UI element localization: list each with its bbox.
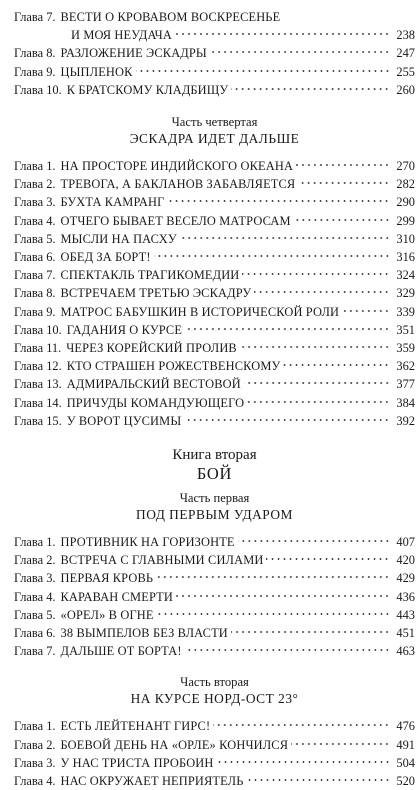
dot-leader — [254, 290, 390, 294]
chapter-title: КАРАВАН СМЕРТИ — [60, 589, 173, 604]
dot-leader — [244, 381, 390, 385]
page-number: 282 — [396, 177, 415, 192]
toc-entry[interactable] — [14, 642, 415, 660]
dot-leader — [240, 345, 390, 349]
dot-leader — [296, 163, 390, 167]
page-number: 351 — [396, 322, 415, 337]
page-number: 238 — [396, 28, 415, 43]
book-two-header — [14, 446, 415, 484]
chapter-title: ПРОТИВНИК НА ГОРИЗОНТЕ — [60, 535, 235, 550]
chapter-title: ВСТРЕЧА С ГЛАВНЫМИ СИЛАМИ — [60, 553, 264, 568]
chapter-label: Глава 6. — [14, 250, 56, 265]
dot-leader — [266, 557, 390, 561]
page-number: 260 — [396, 82, 415, 97]
page-number: 329 — [396, 286, 415, 301]
page-number: 339 — [396, 304, 415, 319]
part-title: ЭСКАДРА ИДЕТ ДАЛЬШЕ — [129, 131, 300, 147]
chapter-title: КТО СТРАШЕН РОЖЕСТВЕНСКОМУ — [66, 359, 281, 374]
chapter-label: Глава 7. — [14, 644, 56, 659]
chapter-label: Глава 9. — [14, 304, 56, 319]
dot-leader — [180, 236, 390, 240]
dot-leader — [176, 594, 390, 598]
dot-leader — [238, 539, 390, 543]
toc-list-part-four — [14, 157, 415, 430]
chapter-title: ДАЛЬШЕ ОТ БОРТА! — [60, 644, 182, 659]
part-two-header — [14, 674, 415, 708]
toc-entry[interactable] — [14, 212, 415, 230]
chapter-title: ОБЕД ЗА БОРТ! — [60, 250, 151, 265]
page-number: 362 — [396, 359, 415, 374]
toc-entry[interactable] — [14, 717, 415, 735]
page-number: 290 — [396, 195, 415, 210]
page-number: 255 — [396, 64, 415, 79]
toc-entry[interactable] — [14, 63, 415, 81]
chapter-title: АДМИРАЛЬСКИЙ ВЕСТОВОЙ — [66, 377, 241, 392]
part-label: Часть первая — [179, 491, 250, 506]
toc-entry[interactable] — [14, 551, 415, 569]
chapter-label: Глава 15. — [14, 413, 62, 428]
chapter-label: Глава 4. — [14, 589, 56, 604]
chapter-label: Глава 2. — [14, 553, 56, 568]
chapter-label: Глава 5. — [14, 231, 56, 246]
chapter-title: ОТЧЕГО БЫВАЕТ ВЕСЕЛО МАТРОСАМ — [60, 213, 291, 228]
chapter-label: Глава 3. — [14, 195, 56, 210]
chapter-title: ЦЫПЛЕНОК — [60, 64, 133, 79]
book-title: БОЙ — [196, 464, 233, 484]
page-number: 247 — [396, 46, 415, 61]
toc-list-top — [14, 8, 415, 99]
chapter-title: 38 ВЫМПЕЛОВ БЕЗ ВЛАСТИ — [60, 626, 228, 641]
page-number: 504 — [396, 755, 415, 770]
toc-entry[interactable] — [14, 321, 415, 339]
part-four-header — [14, 114, 415, 148]
toc-entry[interactable] — [14, 303, 415, 321]
chapter-title: МЫСЛИ НА ПАСХУ — [60, 231, 177, 246]
toc-entry[interactable] — [14, 357, 415, 375]
book-label: Книга вторая — [172, 447, 257, 464]
toc-entry[interactable] — [14, 81, 415, 99]
toc-entry[interactable] — [14, 533, 415, 551]
table-of-contents — [14, 8, 415, 790]
chapter-title: У НАС ТРИСТА ПРОБОИН — [60, 755, 214, 770]
chapter-title: МАТРОС БАБУШКИН В ИСТОРИЧЕСКОЙ РОЛИ — [60, 304, 340, 319]
page-number: 451 — [396, 626, 415, 641]
dot-leader — [242, 272, 390, 276]
toc-entry[interactable] — [14, 175, 415, 193]
toc-entry[interactable] — [14, 394, 415, 412]
page-number: 392 — [396, 413, 415, 428]
chapter-title: ТРЕВОГА, А БАКЛАНОВ ЗАБАВЛЯЕТСЯ — [60, 177, 296, 192]
toc-entry[interactable] — [14, 339, 415, 357]
toc-entry[interactable] — [14, 375, 415, 393]
chapter-label: Глава 1. — [14, 535, 56, 550]
dot-leader — [184, 418, 390, 422]
chapter-label: Глава 3. — [14, 571, 56, 586]
page-number: 443 — [396, 607, 415, 622]
chapter-title: БОЕВОЙ ДЕНЬ НА «ОРЛЕ» КОНЧИЛСЯ — [60, 737, 289, 752]
dot-leader — [175, 32, 390, 36]
toc-entry[interactable] — [14, 44, 415, 62]
dot-leader — [294, 218, 390, 222]
chapter-label: Глава 1. — [14, 159, 56, 174]
chapter-title: У ВОРОТ ЦУСИМЫ — [66, 413, 182, 428]
page-number: 270 — [396, 159, 415, 174]
toc-entry[interactable] — [14, 412, 415, 430]
dot-leader — [167, 199, 390, 203]
toc-entry[interactable] — [14, 588, 415, 606]
dot-leader — [210, 50, 390, 54]
page-number: 491 — [396, 737, 415, 752]
toc-list-part-one — [14, 533, 415, 660]
page-number: 436 — [396, 589, 415, 604]
chapter-label: Глава 13. — [14, 377, 62, 392]
chapter-label: Глава 3. — [14, 755, 56, 770]
chapter-label: Глава 2. — [14, 737, 56, 752]
toc-entry[interactable] — [14, 193, 415, 211]
part-title: ПОД ПЕРВЫМ УДАРОМ — [136, 507, 293, 523]
toc-entry-continuation[interactable] — [14, 26, 415, 44]
dot-leader — [185, 327, 390, 331]
part-one-header — [14, 490, 415, 524]
dot-leader — [342, 309, 390, 313]
chapter-label: Глава 14. — [14, 395, 62, 410]
chapter-title: НА ПРОСТОРЕ ИНДИЙСКОГО ОКЕАНА — [60, 159, 294, 174]
toc-entry[interactable] — [14, 266, 415, 284]
chapter-title: ЕСТЬ ЛЕЙТЕНАНТ ГИРС! — [60, 719, 211, 734]
dot-leader — [291, 742, 390, 746]
chapter-title: ЧЕРЕЗ КОРЕЙСКИЙ ПРОЛИВ — [66, 341, 237, 356]
dot-leader — [185, 648, 390, 652]
chapter-label: Глава 7. — [14, 10, 56, 24]
chapter-title: РАЗЛОЖЕНИЕ ЭСКАДРЫ — [60, 46, 207, 61]
toc-entry[interactable] — [14, 754, 415, 772]
dot-leader — [157, 612, 390, 616]
toc-entry[interactable] — [14, 157, 415, 175]
part-label: Часть вторая — [180, 675, 249, 690]
chapter-label: Глава 4. — [14, 774, 56, 789]
chapter-label: Глава 8. — [14, 286, 56, 301]
page-number: 310 — [396, 231, 415, 246]
chapter-title-continued: И МОЯ НЕУДАЧА — [71, 28, 172, 43]
page-number: 316 — [396, 250, 415, 265]
chapter-label: Глава 1. — [14, 719, 56, 734]
page-number: 324 — [396, 268, 415, 283]
dot-leader — [154, 254, 390, 258]
chapter-label: Глава 9. — [14, 64, 56, 79]
dot-leader — [217, 760, 391, 764]
page-number: 299 — [396, 213, 415, 228]
chapter-title: НАС ОКРУЖАЕТ НЕПРИЯТЕЛЬ — [60, 774, 244, 789]
chapter-label: Глава 8. — [14, 46, 56, 61]
chapter-title: БУХТА КАМРАНГ — [60, 195, 165, 210]
chapter-label: Глава 10. — [14, 82, 62, 97]
toc-entry[interactable] — [14, 736, 415, 754]
page-number: 407 — [396, 535, 415, 550]
page-number: 359 — [396, 341, 415, 356]
toc-entry[interactable] — [14, 569, 415, 587]
chapter-label: Глава 6. — [14, 626, 56, 641]
page-number: 463 — [396, 644, 415, 659]
toc-entry[interactable] — [14, 248, 415, 266]
chapter-title: СПЕКТАКЛЬ ТРАГИКОМЕДИИ — [60, 268, 240, 283]
page-number: 384 — [396, 395, 415, 410]
part-title: НА КУРСЕ НОРД-ОСТ 23° — [130, 691, 299, 707]
chapter-title: ВЕСТИ О КРОВАВОМ ВОСКРЕСЕНЬЕ — [60, 10, 281, 24]
dot-leader — [298, 181, 390, 185]
chapter-title: «ОРЕЛ» В ОГНЕ — [60, 607, 154, 622]
toc-entry[interactable] — [14, 624, 415, 642]
chapter-label: Глава 7. — [14, 268, 56, 283]
toc-entry[interactable] — [14, 230, 415, 248]
chapter-title: ПЕРВАЯ КРОВЬ — [60, 571, 154, 586]
chapter-label: Глава 5. — [14, 607, 56, 622]
dot-leader — [247, 400, 390, 404]
dot-leader — [156, 575, 390, 579]
chapter-label: Глава 2. — [14, 177, 56, 192]
dot-leader — [247, 778, 390, 782]
part-label: Часть четвертая — [171, 115, 258, 130]
dot-leader — [136, 69, 390, 73]
page-number: 420 — [396, 553, 415, 568]
toc-list-part-two — [14, 717, 415, 790]
chapter-label: Глава 12. — [14, 359, 62, 374]
page-number: 476 — [396, 719, 415, 734]
chapter-title: К БРАТСКОМУ КЛАДБИЩУ — [66, 82, 229, 97]
toc-entry[interactable] — [14, 606, 415, 624]
chapter-title: ВСТРЕЧАЕМ ТРЕТЬЮ ЭСКАДРУ — [60, 286, 252, 301]
toc-entry[interactable] — [14, 284, 415, 302]
chapter-title: ГАДАНИЯ О КУРСЕ — [66, 322, 183, 337]
dot-leader — [283, 363, 390, 367]
toc-entry[interactable] — [14, 8, 415, 26]
chapter-title: ПРИЧУДЫ КОМАНДУЮЩЕГО — [66, 395, 245, 410]
chapter-label: Глава 4. — [14, 213, 56, 228]
page-number: 429 — [396, 571, 415, 586]
page-number: 377 — [396, 377, 415, 392]
chapter-label: Глава 11. — [14, 341, 62, 356]
dot-leader — [213, 723, 390, 727]
dot-leader — [231, 87, 390, 91]
page-number: 520 — [396, 774, 415, 789]
chapter-label: Глава 10. — [14, 322, 62, 337]
toc-entry[interactable] — [14, 772, 415, 790]
dot-leader — [231, 630, 390, 634]
